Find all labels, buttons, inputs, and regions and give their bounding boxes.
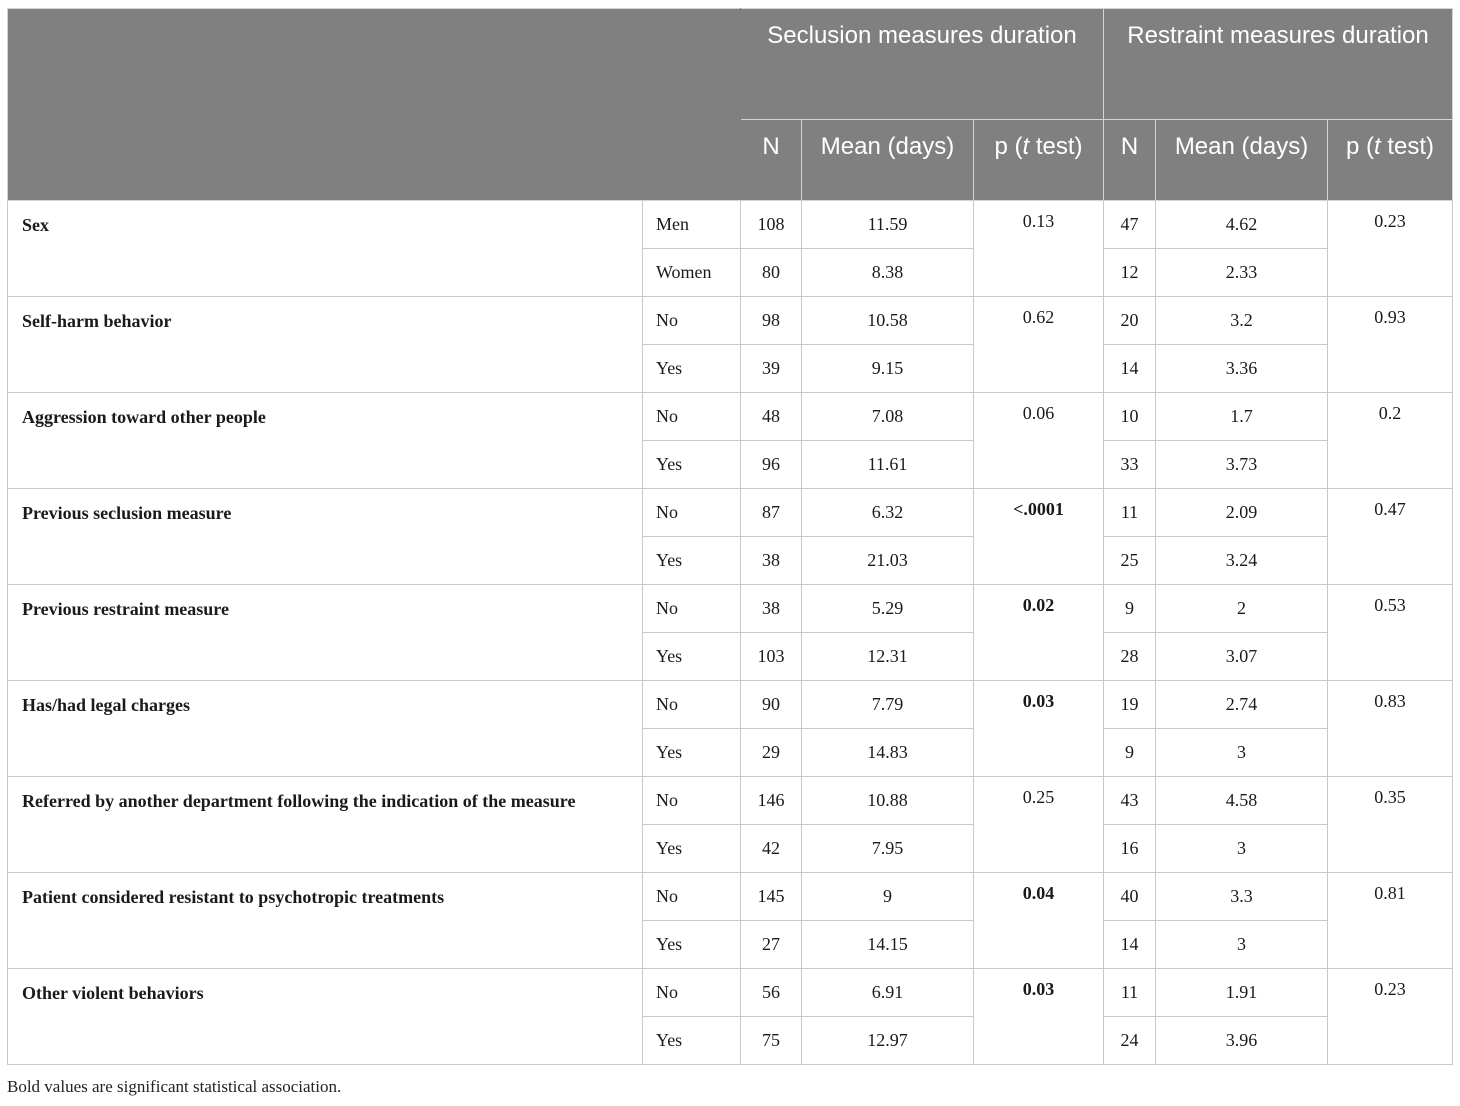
restraint-mean: 3.96 bbox=[1156, 1017, 1328, 1065]
seclusion-p-value: 0.03 bbox=[974, 681, 1104, 777]
seclusion-mean: 7.95 bbox=[802, 825, 974, 873]
p-t: t bbox=[1022, 133, 1030, 160]
seclusion-n: 80 bbox=[741, 249, 802, 297]
restraint-mean: 2 bbox=[1156, 585, 1328, 633]
table-row bbox=[8, 489, 1453, 537]
restraint-p-value: 0.83 bbox=[1328, 681, 1453, 777]
restraint-mean: 3 bbox=[1156, 825, 1328, 873]
seclusion-mean: 10.58 bbox=[802, 297, 974, 345]
level-label: Yes bbox=[643, 729, 741, 777]
level-label: No bbox=[643, 777, 741, 825]
seclusion-mean: 21.03 bbox=[802, 537, 974, 585]
restraint-n: 20 bbox=[1104, 297, 1156, 345]
results-table bbox=[7, 8, 1453, 1065]
p-suffix: test) bbox=[1029, 133, 1083, 160]
header-sec-n: N bbox=[741, 120, 802, 201]
level-label: Women bbox=[643, 249, 741, 297]
variable-label: Has/had legal charges bbox=[8, 681, 643, 777]
seclusion-p-value: 0.13 bbox=[974, 201, 1104, 297]
header-sec-mean: Mean (days) bbox=[802, 120, 974, 201]
seclusion-n: 87 bbox=[741, 489, 802, 537]
seclusion-n: 39 bbox=[741, 345, 802, 393]
seclusion-mean: 9 bbox=[802, 873, 974, 921]
restraint-n: 24 bbox=[1104, 1017, 1156, 1065]
restraint-mean: 1.91 bbox=[1156, 969, 1328, 1017]
seclusion-n: 146 bbox=[741, 777, 802, 825]
restraint-mean: 4.62 bbox=[1156, 201, 1328, 249]
level-label: No bbox=[643, 969, 741, 1017]
seclusion-mean: 11.59 bbox=[802, 201, 974, 249]
restraint-n: 14 bbox=[1104, 345, 1156, 393]
restraint-n: 11 bbox=[1104, 489, 1156, 537]
restraint-mean: 2.74 bbox=[1156, 681, 1328, 729]
table-row bbox=[8, 297, 1453, 345]
seclusion-p-value: <.0001 bbox=[974, 489, 1104, 585]
seclusion-mean: 11.61 bbox=[802, 441, 974, 489]
table-row bbox=[8, 585, 1453, 633]
restraint-mean: 3 bbox=[1156, 729, 1328, 777]
table-container bbox=[7, 8, 1453, 1065]
restraint-mean: 3.36 bbox=[1156, 345, 1328, 393]
table-row bbox=[8, 681, 1453, 729]
level-label: Yes bbox=[643, 345, 741, 393]
seclusion-mean: 10.88 bbox=[802, 777, 974, 825]
table-body bbox=[8, 201, 1453, 1065]
restraint-n: 9 bbox=[1104, 729, 1156, 777]
restraint-mean: 4.58 bbox=[1156, 777, 1328, 825]
p-prefix: p ( bbox=[994, 133, 1023, 160]
level-label: No bbox=[643, 297, 741, 345]
p-t: t bbox=[1374, 133, 1381, 160]
seclusion-p-value: 0.06 bbox=[974, 393, 1104, 489]
seclusion-mean: 7.08 bbox=[802, 393, 974, 441]
seclusion-n: 29 bbox=[741, 729, 802, 777]
level-label: Yes bbox=[643, 537, 741, 585]
seclusion-n: 56 bbox=[741, 969, 802, 1017]
restraint-p-value: 0.93 bbox=[1328, 297, 1453, 393]
header-seclusion: Seclusion measures duration bbox=[741, 9, 1104, 120]
restraint-p-value: 0.35 bbox=[1328, 777, 1453, 873]
restraint-mean: 3 bbox=[1156, 921, 1328, 969]
seclusion-mean: 5.29 bbox=[802, 585, 974, 633]
seclusion-p-value: 0.04 bbox=[974, 873, 1104, 969]
header-res-mean: Mean (days) bbox=[1156, 120, 1328, 201]
restraint-p-value: 0.23 bbox=[1328, 969, 1453, 1065]
restraint-n: 40 bbox=[1104, 873, 1156, 921]
variable-label: Sex bbox=[8, 201, 643, 297]
table-row bbox=[8, 777, 1453, 825]
p-suffix: test) bbox=[1380, 133, 1435, 160]
level-label: Men bbox=[643, 201, 741, 249]
seclusion-n: 103 bbox=[741, 633, 802, 681]
variable-label: Patient considered resistant to psychotropic treatments bbox=[8, 873, 643, 969]
restraint-mean: 3.24 bbox=[1156, 537, 1328, 585]
level-label: Yes bbox=[643, 921, 741, 969]
seclusion-mean: 7.79 bbox=[802, 681, 974, 729]
seclusion-mean: 12.31 bbox=[802, 633, 974, 681]
seclusion-mean: 14.15 bbox=[802, 921, 974, 969]
variable-label: Self-harm behavior bbox=[8, 297, 643, 393]
seclusion-mean: 6.32 bbox=[802, 489, 974, 537]
variable-label: Referred by another department following the indication of the measure bbox=[8, 777, 643, 873]
header-restraint: Restraint measures duration bbox=[1104, 9, 1453, 120]
variable-label: Other violent behaviors bbox=[8, 969, 643, 1065]
variable-label: Previous restraint measure bbox=[8, 585, 643, 681]
seclusion-p-value: 0.62 bbox=[974, 297, 1104, 393]
level-label: Yes bbox=[643, 825, 741, 873]
restraint-n: 43 bbox=[1104, 777, 1156, 825]
restraint-mean: 1.7 bbox=[1156, 393, 1328, 441]
seclusion-mean: 9.15 bbox=[802, 345, 974, 393]
seclusion-n: 108 bbox=[741, 201, 802, 249]
p-prefix: p ( bbox=[1346, 133, 1375, 160]
restraint-n: 9 bbox=[1104, 585, 1156, 633]
restraint-n: 47 bbox=[1104, 201, 1156, 249]
restraint-n: 10 bbox=[1104, 393, 1156, 441]
level-label: No bbox=[643, 681, 741, 729]
restraint-n: 12 bbox=[1104, 249, 1156, 297]
seclusion-n: 27 bbox=[741, 921, 802, 969]
seclusion-n: 38 bbox=[741, 537, 802, 585]
restraint-n: 16 bbox=[1104, 825, 1156, 873]
level-label: Yes bbox=[643, 633, 741, 681]
restraint-p-value: 0.23 bbox=[1328, 201, 1453, 297]
seclusion-n: 75 bbox=[741, 1017, 802, 1065]
restraint-mean: 3.3 bbox=[1156, 873, 1328, 921]
seclusion-mean: 8.38 bbox=[802, 249, 974, 297]
seclusion-n: 98 bbox=[741, 297, 802, 345]
level-label: Yes bbox=[643, 441, 741, 489]
header-res-n: N bbox=[1104, 120, 1156, 201]
seclusion-n: 90 bbox=[741, 681, 802, 729]
restraint-mean: 3.07 bbox=[1156, 633, 1328, 681]
seclusion-mean: 6.91 bbox=[802, 969, 974, 1017]
table-header bbox=[8, 9, 1453, 201]
seclusion-p-value: 0.02 bbox=[974, 585, 1104, 681]
level-label: No bbox=[643, 585, 741, 633]
seclusion-mean: 14.83 bbox=[802, 729, 974, 777]
seclusion-mean: 12.97 bbox=[802, 1017, 974, 1065]
seclusion-n: 42 bbox=[741, 825, 802, 873]
restraint-mean: 3.2 bbox=[1156, 297, 1328, 345]
restraint-n: 11 bbox=[1104, 969, 1156, 1017]
restraint-mean: 2.09 bbox=[1156, 489, 1328, 537]
seclusion-p-value: 0.03 bbox=[974, 969, 1104, 1065]
level-label: Yes bbox=[643, 1017, 741, 1065]
restraint-mean: 3.73 bbox=[1156, 441, 1328, 489]
restraint-n: 25 bbox=[1104, 537, 1156, 585]
header-blank-cell bbox=[8, 9, 741, 201]
seclusion-n: 38 bbox=[741, 585, 802, 633]
restraint-n: 33 bbox=[1104, 441, 1156, 489]
restraint-n: 14 bbox=[1104, 921, 1156, 969]
variable-label: Aggression toward other people bbox=[8, 393, 643, 489]
restraint-n: 28 bbox=[1104, 633, 1156, 681]
restraint-p-value: 0.81 bbox=[1328, 873, 1453, 969]
footnote: Bold values are significant statistical association. bbox=[7, 1077, 342, 1096]
level-label: No bbox=[643, 393, 741, 441]
level-label: No bbox=[643, 873, 741, 921]
table-row bbox=[8, 393, 1453, 441]
header-sec-p bbox=[974, 120, 1104, 201]
table-row bbox=[8, 873, 1453, 921]
seclusion-n: 96 bbox=[741, 441, 802, 489]
seclusion-n: 145 bbox=[741, 873, 802, 921]
variable-label: Previous seclusion measure bbox=[8, 489, 643, 585]
seclusion-p-value: 0.25 bbox=[974, 777, 1104, 873]
seclusion-n: 48 bbox=[741, 393, 802, 441]
level-label: No bbox=[643, 489, 741, 537]
header-res-p bbox=[1328, 120, 1453, 201]
restraint-p-value: 0.53 bbox=[1328, 585, 1453, 681]
table-row bbox=[8, 969, 1453, 1017]
restraint-n: 19 bbox=[1104, 681, 1156, 729]
restraint-p-value: 0.47 bbox=[1328, 489, 1453, 585]
restraint-mean: 2.33 bbox=[1156, 249, 1328, 297]
table-row bbox=[8, 201, 1453, 249]
restraint-p-value: 0.2 bbox=[1328, 393, 1453, 489]
